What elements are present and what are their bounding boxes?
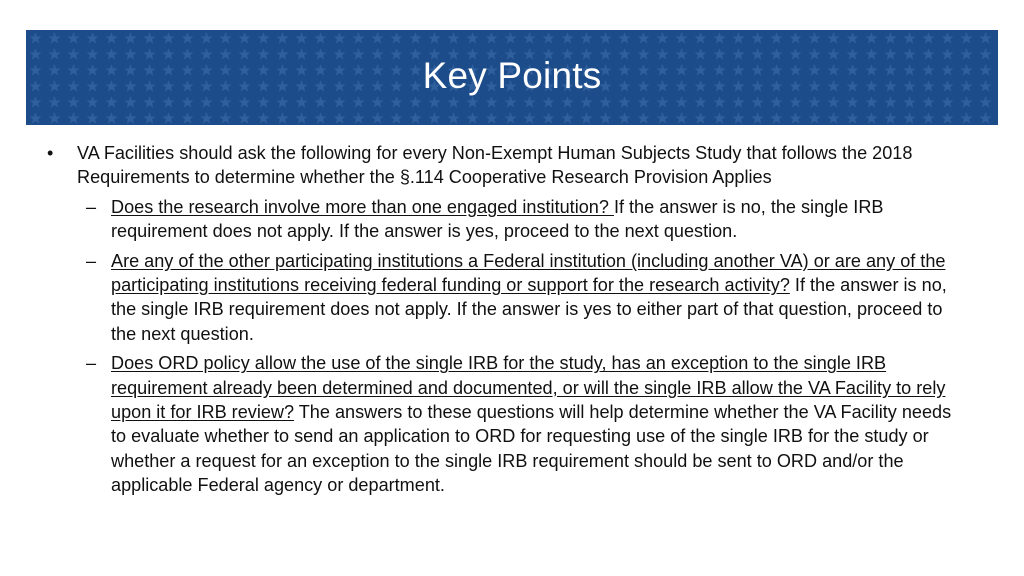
slide-body [44, 141, 962, 498]
sub-item-answer: If the answer is no, the single IRB requirement does not apply. If the answer is yes, proceed to the next question. [111, 196, 884, 242]
main-bullet-text: VA Facilities should ask the following for every Non-Exempt Human Subjects Study that follows the 2018 Requirements to determine whether the §.114 Cooperative Research Provision Applies [77, 143, 913, 188]
dash-marker: – [86, 250, 97, 271]
sub-item-answer: If the answer is no, the single IRB requirement does not apply. If the answer is yes to either part of that question, proceed to the next question. [111, 275, 947, 344]
sub-item-question: Does the research involve more than one engaged institution? [111, 196, 614, 217]
dash-marker: – [86, 196, 97, 217]
slide-title: Key Points [422, 55, 602, 96]
dash-marker: – [86, 353, 97, 374]
sub-item [44, 195, 962, 244]
sub-item-question: Are any of the other participating institutions a Federal institution (including another VA) or are any of the participating institutions receiving federal funding or support for the research activity? [111, 250, 946, 296]
sub-item [44, 249, 962, 347]
title-banner [26, 30, 998, 125]
sub-item [44, 351, 962, 497]
bullet-marker: • [47, 143, 54, 163]
main-bullet [44, 141, 962, 190]
sub-item-question: Does ORD policy allow the use of the single IRB for the study, has an exception to the single IRB requirement already been determined and documented, or will the single IRB allow the VA Facility to rely upon it for IRB review? [111, 353, 946, 423]
sub-item-answer: The answers to these questions will help determine whether the VA Facility needs to evaluate whether to send an application to ORD for requesting use of the single IRB for the study or whether a request for an exception to the single IRB requirement should be sent to ORD and/or the applicable Federal agency or department. [111, 402, 952, 496]
